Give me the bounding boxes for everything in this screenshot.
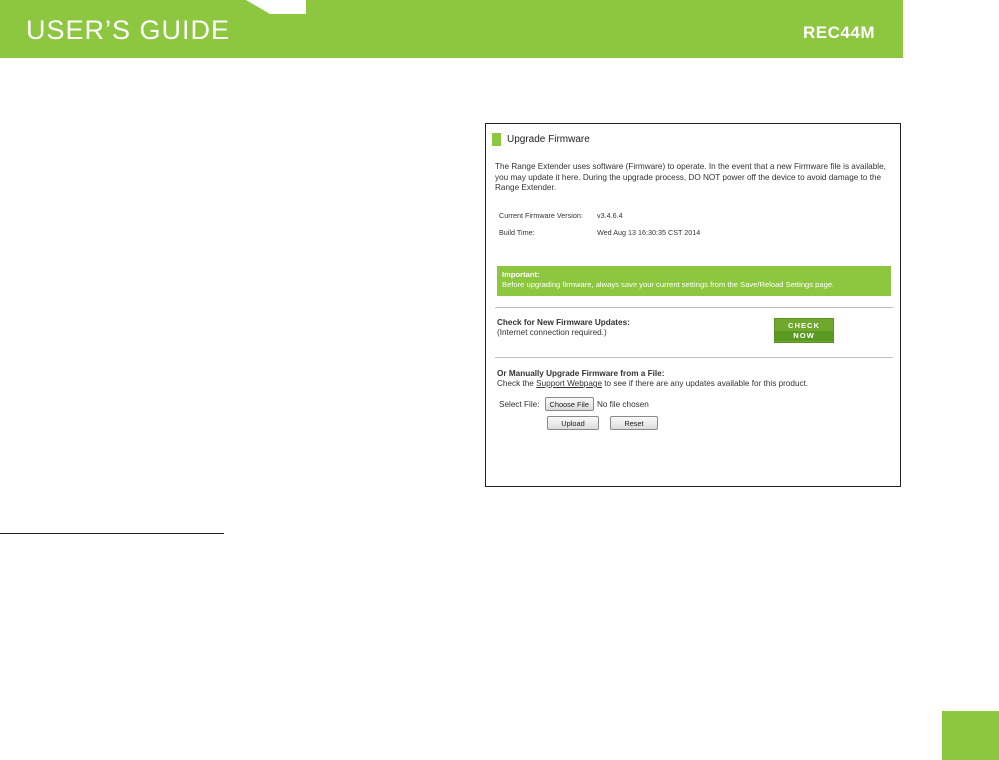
important-text: Before upgrading firmware, always save your current settings from the Save/Reload Settings page. [502,280,835,289]
support-webpage-link[interactable]: Support Webpage [536,379,602,388]
check-updates-section [497,318,630,338]
guide-title: USER’S GUIDE [26,15,231,45]
firmware-screenshot-panel [485,123,901,487]
check-updates-title: Check for New Firmware Updates: [497,318,630,327]
panel-title-row [492,133,590,146]
header-band [0,0,903,58]
reset-button[interactable]: Reset [610,416,658,430]
manual-upgrade-section [497,369,808,389]
model-name: REC44M [803,23,875,42]
build-time-value: Wed Aug 13 16:30:35 CST 2014 [597,228,701,237]
check-now-label-bottom: NOW [775,331,833,341]
manual-upgrade-title: Or Manually Upgrade Firmware from a File: [497,369,665,378]
firmware-version-row [499,211,623,220]
firmware-version-label: Current Firmware Version: [499,211,583,220]
choose-file-button[interactable]: Choose File [545,397,594,411]
firmware-version-value: v3.4.6.4 [597,211,623,220]
select-file-row [499,397,649,411]
important-title: Important: [502,270,540,279]
divider [495,307,893,308]
manual-text-before: Check the [497,379,537,388]
divider [495,357,893,358]
important-notice [497,266,891,296]
footnote-rule [0,533,224,534]
title-bar-icon [492,133,501,146]
select-file-label: Select File: [499,399,540,409]
intro-text: The Range Extender uses software (Firmware) to operate. In the event that a new Firmware file is available, you may update it here. During the upgrade process, DO NOT power off the device to avoid damage to the Range Extender. [495,162,886,192]
page-corner-tab [942,711,999,760]
build-time-row [499,228,700,237]
check-now-button[interactable] [774,318,834,343]
check-updates-note: (Internet connection required.) [497,328,607,337]
upload-button[interactable]: Upload [547,416,599,430]
panel-title: Upgrade Firmware [507,134,590,145]
manual-upgrade-text [497,379,808,389]
build-time-label: Build Time: [499,228,535,237]
no-file-text: No file chosen [596,399,649,409]
check-now-label-top: CHECK [787,321,820,330]
manual-text-after: to see if there are any updates available for this product. [602,379,809,388]
